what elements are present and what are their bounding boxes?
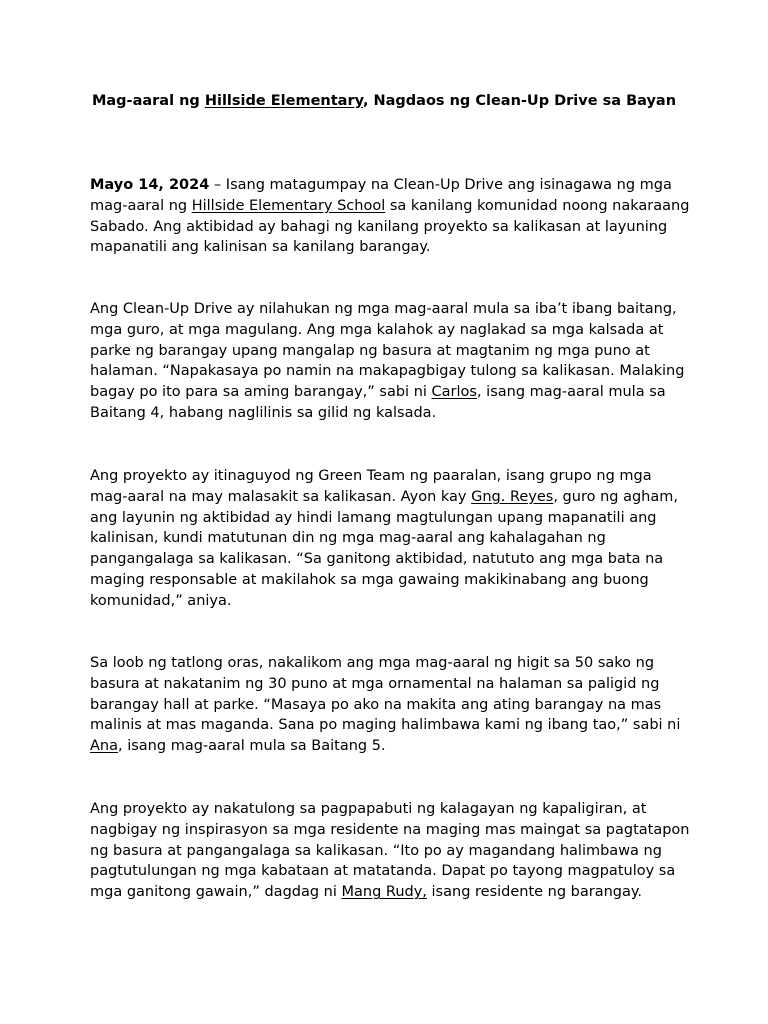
name-link-carlos[interactable]: Carlos [431,384,477,401]
name-link-gng-reyes[interactable]: Gng. Reyes [471,488,554,505]
paragraph-5-text-a: Ang proyekto ay nakatulong sa pagpapabuti ng kalagayan ng kapaligiran, at nagbigay ng inspirasyon sa mga residente na maging mas maingat sa pagtatapon ng basura at pangangalaga sa kalikasan. “Ito po ay magandang halimbawa ng pagtutulungan ng mga kabataan at matatanda. Dapat po tayong magpatuloy sa mga ganitong gawain,” dagdag ni [90,801,690,901]
paragraph-3-text-b: , guro ng agham, ang layunin ng aktibidad ay hindi lamang magtulungan upang mapanatili ang kalinisan, kundi matutunan din ng mga mag-aaral ang kahalagahan ng pangangalaga sa kalikasan. “Sa ganitong aktibidad, natututo ang mga bata na maging responsable at makilahok sa mga gawaing makikinabang ang buong komunidad,” aniya. [90,488,678,609]
paragraph-1 [90,175,690,258]
paragraph-2 [90,299,690,424]
paragraph-2-text-a: Ang Clean-Up Drive ay nilahukan ng mga mag-aaral mula sa iba’t ibang baitang, mga guro, at mga magulang. Ang mga kalahok ay naglakad sa mga kalsada at parke ng barangay upang mangalap ng basura at magtanim ng mga puno at halaman. “Napakasaya po namin na makapagbigay tulong sa kalikasan. Malaking bagay po ito para sa aming barangay,” sabi ni [90,301,685,401]
name-link-ana[interactable]: Ana [90,738,118,755]
paragraph-4-text-a: Sa loob ng tatlong oras, nakalikom ang mga mag-aaral ng higit sa 50 sako ng basura at nakatanim ng 30 puno at mga ornamental na halaman sa paligid ng barangay hall at parke. “Masaya po ako na makita ang ating barangay na mas malinis at mas maganda. Sana po maging halimbawa kami ng ibang tao,” sabi ni [90,655,681,734]
title-text-pre: Mag-aaral ng [91,93,205,109]
title-school-link[interactable]: Hillside Elementary [204,93,363,109]
paragraph-5 [90,799,690,903]
school-link[interactable]: Hillside Elementary School [191,197,386,214]
article-title [90,91,678,112]
paragraph-3 [90,466,690,612]
paragraph-5-text-b: isang residente ng barangay. [426,884,643,901]
paragraph-4 [90,653,690,757]
title-text-post: , Nagdaos ng Clean-Up Drive sa Bayan [362,93,677,109]
paragraph-1-text-b: sa kanilang komunidad noong nakaraang Sabado. Ang aktibidad ay bahagi ng kanilang proyekto sa kalikasan at layuning mapanatili ang kalinisan sa kanilang barangay. [90,197,690,256]
paragraph-4-text-b: , isang mag-aaral mula sa Baitang 5. [118,738,386,755]
dateline: Mayo 14, 2024 [90,177,210,193]
name-link-mang-rudy[interactable]: Mang Rudy, [341,884,427,901]
paragraph-2-text-b: , isang mag-aaral mula sa Baitang 4, habang naglilinis sa gilid ng kalsada. [90,384,666,421]
paragraph-3-text-a: Ang proyekto ay itinaguyod ng Green Team ng paaralan, isang grupo ng mga mag-aaral na may malasakit sa kalikasan. Ayon kay [90,468,652,505]
paragraph-1-text-a: – Isang matagumpay na Clean-Up Drive ang isinagawa ng mga mag-aaral ng [90,177,672,214]
